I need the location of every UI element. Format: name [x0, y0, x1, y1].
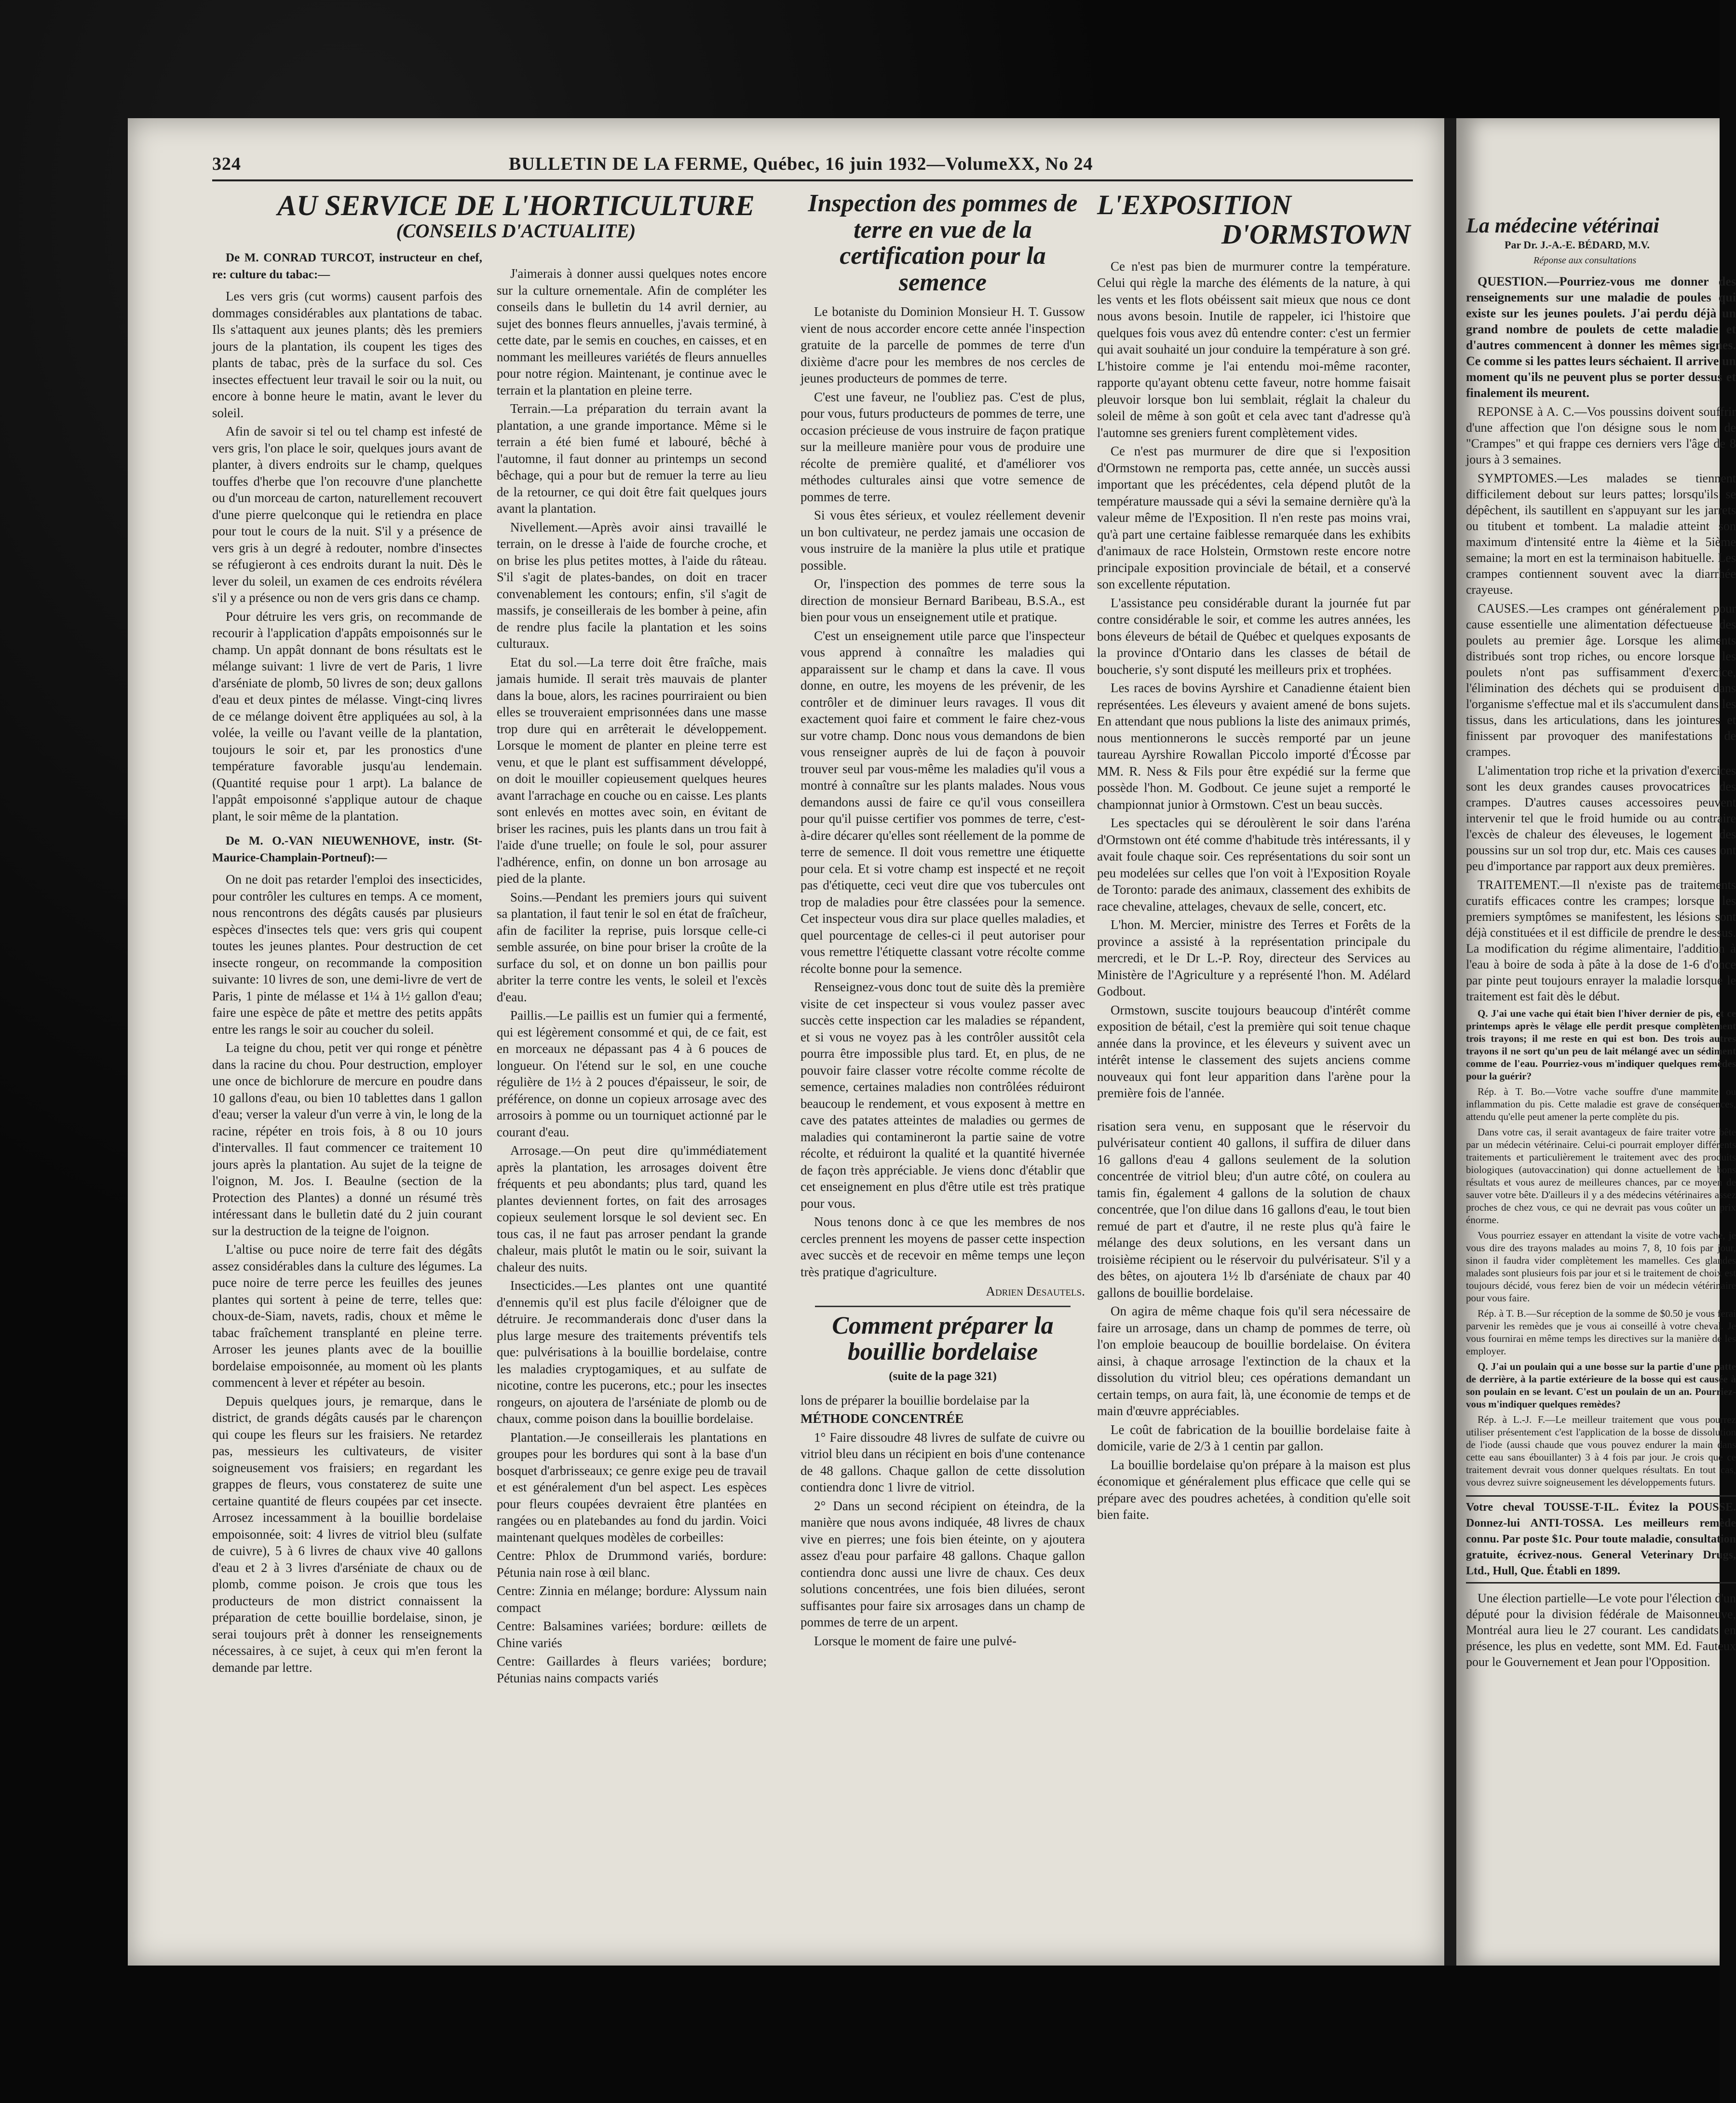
paragraph: Si vous êtes sérieux, et voulez réellement devenir un bon cultivateur, ne perdez jamais une occasion de vous instruire de la manière la plus utile et pratique possible. — [800, 508, 1085, 573]
headline-ormstown: D'ORMSTOWN — [1221, 218, 1410, 250]
paragraph: Une élection partielle—Le vote pour l'élection d'un député pour la division fédérale de Maisonneuve, Montréal aura lieu le 27 courant. Les candidats en présence, les plus en vedette, sont MM. Ed. Fauteux pour le Gouvernement et Jean pour l'Opposition. — [1466, 1591, 1736, 1669]
paragraph: Or, l'inspection des pommes de terre sous la direction de monsieur Bernard Baribeau, B.S.A., est bien pour vous un enseignement utile et pratique. — [800, 576, 1085, 625]
paragraph: Plantation.—Je conseillerais les plantations en groupes pour les bordures qui sont à la base d'un bosquet d'arbrisseaux; ce genre exige peu de travail et est généralement d'un bel aspect. Les espèces pour fleurs coupées devraient être plantées en rangées ou en platebandes au fond du jardin. Voici maintenant quelques modèles de corbeilles: — [497, 1430, 767, 1544]
signature-desautels: Adrien Desautels. — [986, 1284, 1085, 1299]
subtitle-horticulture: (CONSEILS D'ACTUALITE) — [396, 220, 636, 242]
subtitle-bouillie: (suite de la page 321) — [889, 1370, 997, 1383]
divider — [815, 1306, 1071, 1307]
paragraph: Depuis quelques jours, je remarque, dans le district, de grands dégâts causés par le charençon qui coupe les fleurs sur les fraisiers. Ne retardez pas, messieurs les cultivateurs, de visiter soigneusement vos fraisiers; en regardant les grappes de fleurs, vous constaterez de suite une certaine quantité de fleurs coupées par cet insecte. Arrosez incessamment à la bouillie bordelaise empoisonnée, soit: 4 livres de vitriol bleu (sulfate de cuivre), 5 à 6 livres de chaux vive 40 gallons d'eau et 2 à 3 livres d'arséniate de chaux ou de plomb, comme poison. Je crois que tous les producteurs de mon district connaissent la préparation de cette bouillie bordelaise, sinon, je serai toujours prêt à donner les renseignements nécessaires, à ce sujet, à ceux qui m'en feront la demande par lettre. — [212, 1393, 482, 1675]
paragraph: Les vers gris (cut worms) causent parfois des dommages considérables aux plantations de tabac. Ils s'attaquent aux jeunes plants; dès les premiers jours de la plantation, ils coupent les tiges des plants de tabac, près de la surface du sol. Ces insectes effectuent leur travail le soir ou la nuit, ou encore à bonne heure le matin, avant le lever du soleil. — [212, 289, 482, 420]
paragraph: QUESTION.—Pourriez-vous me donner des renseignements sur une maladie de poules qui existe sur les jeunes poulets. J'ai perdu déjà un grand nombre de poulets de cette maladie et d'autres commencent à donner les mêmes signes. Ce comme si les pattes leurs séchaient. Il arrive un moment qu'ils ne peuvent plus se porter dessus et finalement ils meurent. — [1466, 274, 1736, 400]
column-2 — [497, 265, 767, 1785]
paragraph: On agira de même chaque fois qu'il sera nécessaire de faire un arrosage, dans un champ de pommes de terre, où l'on emploie beaucoup de bouillie bordelaise. On évitera ainsi, à chaque arrosage l'extinction de la chaux et la dissolution du vitriol bleu; ces opérations demandant un certain temps, on aura fait, là, une économie de temps et de main d'œuvre appréciables. — [1097, 1304, 1410, 1419]
paragraph: Rép. à L.-J. F.—Le meilleur traitement que vous pourrez utiliser présentement c'est l'application de la bosse de dissolution de l'iode (aussi chaude que vous pouvez endurer la main dans cette eau sans ébouillanter) 3 à 4 fois par jour. Je crois que ce traitement devrait vous donner quelques résultats. En tout cas, vous devrez suivre soigneusement les développements futurs. — [1466, 1414, 1736, 1488]
byline-bedard: Par Dr. J.-A.-E. BÉDARD, M.V. — [1505, 239, 1650, 251]
paragraph: L'altise ou puce noire de terre fait des dégâts assez considérables dans la culture des légumes. La puce noire de terre perce les feuilles des jeunes plantes qui sortent à peine de terre, telles que: choux-de-Siam, navets, radis, choux et même le tabac fraîchement transplanté en pleine terre. Arroser les jeunes plants avec de la bouillie bordelaise empoisonnée, au moment où les plants commencent à lever et répéter au besoin. — [212, 1242, 482, 1390]
column-3 — [800, 191, 1085, 1787]
paragraph: La bouillie bordelaise qu'on prépare à la maison est plus économique et généralement plus efficace que celle qui se prépare avec des poudres achetées, à condition qu'elle soit bien faite. — [1097, 1457, 1410, 1522]
paragraph: Q. J'ai un poulain qui a une bosse sur la partie d'une patte de derrière, à la partie extérieure de la bosse qui est causée à son poulain en se levant. C'est un poulain de un an. Pourriez-vous m'indiquer quelques remèdes? — [1466, 1361, 1736, 1410]
paragraph: Rép. à T. B.—Sur réception de la somme de $0.50 je vous ferai parvenir les remèdes que je vous ai conseillé à votre cheval. Je vous fournirai en même temps les directives sur la manière de les employer. — [1466, 1308, 1736, 1357]
paragraph: Le coût de fabrication de la bouillie bordelaise faite à domicile, varie de 2/3 à 1 centin par gallon. — [1097, 1422, 1410, 1454]
paragraph: L'assistance peu considérable durant la journée fut par contre considérable le soir, et comme les autres années, les bons éleveurs de bétail de Québec et quelques exposants de la province d'Ontario dans les classes de bétail de boucherie, s'y sont disputé les meilleurs prix et trophées. — [1097, 595, 1410, 677]
paragraph: Arrosage.—On peut dire qu'immédiatement après la plantation, les arrosages doivent être fréquents et peu abondants; plus tard, quand les plantes deviennent fortes, on fait des arrosages copieux seulement lorsque le sol devient sec. En tous cas, il ne faut pas arroser pendant la grande chaleur, mais plutôt le matin ou le soir, suivant la chaleur des nuits. — [497, 1143, 767, 1274]
paragraph: Renseignez-vous donc tout de suite dès la première visite de cet inspecteur si vous voulez passer avec succès cette inspection car les maladies se répandent, et si vous ne voyez pas à les contrôler aussitôt cela pourra être impossible plus tard. Et, en plus, de ne pouvoir faire classer votre récolte comme récolte de semence, certaines maladies non contrôlées réduiront beaucoup le rendement, et vous exposent à mettre en cave des patates atteintes de maladies ou germes de maladies qui contamineront la partie saine de votre récolte, et réduiront la qualité et la quantité hivernée de façon très appréciable. Je viens donc d'établir que cet enseignement en plus d'être utile est très pratique pour vous. — [800, 980, 1085, 1211]
header-rule — [212, 179, 1413, 181]
paragraph: lons de préparer la bouillie bordelaise par la — [800, 1393, 1030, 1407]
paragraph: Nivellement.—Après avoir ainsi travaillé le terrain, on le dresse à l'aide de fourche croche, et on brise les plus petites mottes, à l'aide du râteau. S'il s'agit de plates-bandes, on doit en tracer convenablement les contours; enfin, s'il s'agit de massifs, je conseillerais de les bomber à peine, afin de rendre plus facile la plantation et les soins culturaux. — [497, 519, 767, 651]
paragraph: Ormstown, suscite toujours beaucoup d'intérêt comme exposition de bétail, c'est la première qui soit tenue chaque année dans la province, et les éleveurs y suivent avec un intérêt intense le classement des sujets anciens comme nouveaux qui font leur apparition dans l'arène pour la première fois de l'année. — [1097, 1002, 1410, 1101]
paragraph: C'est un enseignement utile parce que l'inspecteur vous apprend à connaître les maladies qui apparaissent sur le champ et dans la cave. Il vous donne, en outre, les moyens de les prévenir, de les contrôler et de diminuer leurs ravages. Il vous dit exactement quoi faire et comment le faire chez-vous sur votre champ. Donc nous vous demandons de bien vous renseigner auprès de lui de façon à pouvoir trouver seul par vous-même les maladies qu'il vous a montré à connaître sur les plants malades. Nous vous demandons aussi de faire ce qu'il vous conseillera pour qu'il puisse certifier vos pommes de terre, c'est-à-dire décarer qu'elles sont réellement de la pomme de terre de semence. Il doit vous remettre une étiquette pour cela. Et si votre champ est inspecté et ne reçoit pas d'étiquette, ceci veut dire que vos tubercules ont trop de maladies pour être classées pour la semence. Cet inspecteur vous dira sur place quelles maladies, et quel pourcentage de celles-ci il peut autoriser pour vous remettre l'étiquette classant votre récolte comme récolte bonne pour la semence. — [800, 628, 1085, 976]
byline-sub: Réponse aux consultations — [1533, 255, 1637, 266]
paragraph: Ce n'est pas bien de murmurer contre la température. Celui qui règle la marche des éléments de la nature, à qui les vents et les flots obéissent sait mieux que nous ce dont nous avons besoin. Inutile de rappeler, ici l'histoire que quelques fois vous avez dû entendre conter: c'est un fermier qui avait souhaité un jour conduire la température à son gré. L'histoire comme je l'ai entendu moi-même raconter, rapporte qu'ayant obtenu cette faveur, notre homme faisait pleuvoir lorsque bon lui semblait, réglait la chaleur du soleil de même à son goût et cela avec tant d'adresse qu'à l'automne ses greniers furent complètement vides. — [1097, 259, 1410, 440]
paragraph: Afin de savoir si tel ou tel champ est infesté de vers gris, l'on place le soir, quelques jours avant de planter, à divers endroits sur le champ, quelques touffes d'herbe que l'on recouvre d'une planchette ou d'un morceau de carton, naturellement recouvert d'une pierre quelconque qui le retiendra en place pour tout le cours de la nuit. S'il y a présence de vers gris à un degré à redouter, nombre d'insectes se réfugieront à ces endroits durant la nuit. Dès le lever du soleil, un examen de ces endroits révélera s'il y a présence ou non de vers gris dans ce champ. — [212, 424, 482, 605]
paragraph: Les spectacles qui se déroulèrent le soir dans l'aréna d'Ormstown ont été comme d'habitude très intéressants, il y avait foule chaque soir. Ces représentations du soir sont un peu modelées sur celles que l'on voit à l'Exposition Royale de Toronto: parade des animaux, classement des exhibits de race chevaline, attelages, chevaux de selle, concert, etc. — [1097, 816, 1410, 914]
paragraph: C'est une faveur, ne l'oubliez pas. C'est de plus, pour vous, futurs producteurs de pommes de terre, une occasion précieuse de vous instruire de façon pratique sur la meilleure manière pour vous de produire une récolte de première qualité, et d'améliorer vos méthodes culturales ainsi que votre semence de pommes de terre. — [800, 389, 1085, 504]
paragraph: Lorsque le moment de faire une pulvé- — [814, 1633, 1017, 1648]
paragraph: REPONSE à A. C.—Vos poussins doivent souffrir d'une affection que l'on désigne sous le nom de "Crampes" et qui frappe ces derniers vers l'âge de 8 jours à 3 semaines. — [1466, 405, 1736, 467]
headline-exposition: L'EXPOSITION — [1097, 189, 1291, 220]
list-item: Centre: Phlox de Drummond variés, bordure: Pétunia nain rose à œil blanc. — [497, 1548, 767, 1580]
paragraph: CAUSES.—Les crampes ont généralement pour cause essentielle une alimentation défectueuse des poulets au premier âge. Lorsque les aliments distribués sont trop riches, ou encore lorsque les poulets n'ont pas suffisamment d'exercice, l'élimination des déchets qui se produisent dans l'organisme s'effectue mal et ils s'accumulent dans les tissus, dans les articulations, dans les jointures et finissent par provoquer des manifestations de crampes. — [1466, 601, 1736, 759]
paragraph: Le botaniste du Dominion Monsieur H. T. Gussow vient de nous accorder encore cette année l'inspection gratuite de la parcelle de pommes de terre d'un dixième d'acre pour les membres de nos cercles de jeunes producteurs de pommes de terre. — [800, 304, 1085, 386]
facing-page-content — [1466, 191, 1736, 1673]
paragraph: Ce n'est pas murmurer de dire que si l'exposition d'Ormstown ne remporta pas, cette année, un succès aussi important que les précédentes, cela dépend plutôt de la température maussade qui a sévi la semaine dernière qu'à la valeur même de l'Exposition. Il n'en reste pas moins vrai, qu'à part une certaine faiblesse remarquée dans les exhibits d'animaux de race Holstein, Ormstown reste encore notre principale exposition provinciale de bétail, et a conservé son excellente réputation. — [1097, 444, 1410, 592]
page-number: 324 — [212, 154, 241, 174]
list-item: Centre: Zinnia en mélange; bordure: Alyssum nain compact — [497, 1584, 767, 1615]
paragraph: L'hon. M. Mercier, ministre des Terres et Forêts de la province a assisté à la représentation principale du mercredi, et le Dr L.-P. Roy, directeur des Services au Ministère de l'Agriculture y a représenté l'hon. M. Adélard Godbout. — [1097, 917, 1410, 999]
headline-horticulture: AU SERVICE DE L'HORTICULTURE — [277, 190, 755, 221]
paragraph: Vous pourriez essayer en attendant la visite de votre vache, je vous dire des trayons malades au moins 7, 8, 10 fois par jour, sinon il faudra vider complètement les mamelles. Ces glandes malades sont plusieurs fois par jour et si le traitement de choix est toujours décidé, vous ferez bien de voir un médecin vétérinaire pour vous faire. — [1466, 1229, 1736, 1304]
advertisement-anti-tossa: Votre cheval TOUSSE-T-IL. Évitez la POUSSE. Donnez-lui ANTI-TOSSA. Les meilleurs remède connu. Par poste $1c. Pour toute maladie, consultation gratuite, écrivez-nous. General Veterinary Drugs, Ltd., Hull, Que. Établi en 1899. — [1466, 1495, 1736, 1584]
running-header — [212, 153, 1408, 178]
paragraph: Dans votre cas, il serait avantageux de faire traiter votre bête par un médecin vétérinaire. Celui-ci pourrait employer différents traitements et particulièrement le traitement avec des produits biologiques (autovaccination) qui donne actuellement de bons résultats et vous aurez de meilleures chances, par ce moyen de sauver votre bête. D'ailleurs il y a des médecins vétérinaires assez proches de chez vous, ce qui ne devrait pas vous coûter un prix énorme. — [1466, 1126, 1736, 1226]
page-gutter — [1444, 118, 1456, 1966]
paragraph: risation sera venu, en supposant que le réservoir du pulvérisateur contient 40 gallons, il suffira de diluer dans 16 gallons d'eau 4 gallons seulement de la solution concentrée de vitriol bleu; d'un autre côté, on coulera au tamis fin, également 4 gallons de la solution de chaux concentrée, que l'on dilue dans 16 gallons d'eau, le tout bien remué de part et d'autre, il ne reste plus qu'à faire le mélange des deux solutions, en les versant dans un troisième récipient ou le réservoir du pulvérisateur. S'il y a des bêtes, on ajoutera 1½ lb d'arséniate de chaux par 40 gallons de bouillie bordelaise. — [1097, 1119, 1410, 1300]
byline-van-nieuwenhove: De M. O.-VAN NIEUWENHOVE, instr. (St-Maurice-Champlain-Portneuf):— — [212, 834, 482, 864]
paragraph: 1° Faire dissoudre 48 livres de sulfate de cuivre ou vitriol bleu dans un récipient en bois d'une contenance de 48 gallons. Chaque gallon de cette dissolution contiendra donc 1 livre de vitriol. — [800, 1430, 1085, 1495]
list-item: Centre: Gaillardes à fleurs variées; bordure; Pétunias nains compacts variés — [497, 1654, 767, 1685]
headline-veterinaire: La médecine vétérinai — [1466, 214, 1659, 237]
headline-pommes: Inspection des pommes de terre en vue de la certification pour la semence — [808, 190, 1078, 296]
paragraph: Insecticides.—Les plantes ont une quantité d'ennemis qu'il est plus facile d'éloigner que de détruire. Je recommanderais donc d'user dans la plus large mesure des traitements préventifs tels que: pulvérisations à la bouillie bordelaise, contre les maladies cryptogamiques, et au sulfate de nicotine, contre les pucerons, etc.; pour les insectes rongeurs, on ajoutera de l'arséniate de plomb ou de chaux, comme poison dans la bouillie bordelaise. — [497, 1278, 767, 1426]
paragraph: J'aimerais à donner aussi quelques notes encore sur la culture ornementale. Afin de compléter les conseils dans le bulletin du 14 avril dernier, au sujet des bonnes fleurs annuelles, j'avais terminé, à cette date, par le semis en couches, en caisses, et en nommant les meilleures variétés de fleurs annuelles pour notre région. Maintenant, je continue avec le terrain et la plantation en pleine terre. — [497, 266, 767, 397]
column-4 — [1097, 191, 1410, 1782]
paragraph: La teigne du chou, petit ver qui ronge et pénètre dans la racine du chou. Pour destruction, employer une once de bichlorure de mercure en poudre dans 10 gallons d'eau, ou bien 10 tablettes dans 1 gallon d'eau; verser la valeur d'un verre à vin, le long de la racine, répéter en trois fois, à 8 ou 10 jours d'intervalles. Il faut commencer ce traitement 10 jours après la plantation. Au sujet de la teigne de l'oignon, M. Jos. I. Beaulne (section de la Protection des Plantes) a donné un résumé très intéressant dans le bulletin daté du 2 juin courant sur la destruction de la teigne de l'oignon. — [212, 1040, 482, 1238]
paragraph: TRAITEMENT.—Il n'existe pas de traitements curatifs efficaces contre les crampes; lorsque les premiers symptômes se manifestent, les lésions sont déjà constituées et il est difficile de prendre le dessus. La modification du régime alimentaire, l'addition à l'eau à boire de soda à pâte à la dose de 1-6 d'once par pinte peut toujours enrayer la maladie lorsque le traitement est fait dès le début. — [1466, 878, 1736, 1004]
paragraph: Terrain.—La préparation du terrain avant la plantation, a une grande importance. Même si le terrain a été bien fumé et labouré, bêché à l'automne, il faut donner au printemps un second bêchage, qui a pour but de remuer la terre au lieu de la retourner, ce qui doit être fait quelques jours avant la plantation. — [497, 401, 767, 516]
section-heading: MÉTHODE CONCENTRÉE — [800, 1411, 964, 1426]
paragraph: Paillis.—Le paillis est un fumier qui a fermenté, qui est légèrement consommé et qui, de ce fait, est en morceaux ne dépassant pas 4 à 6 pouces de longueur. On l'étend sur le sol, en une couche régulière de 1½ à 2 pouces d'épaisseur, le soir, de préférence, on donne un copieux arrosage avec des arrosoirs à pomme ou un tourniquet actionné par le courant d'eau. — [497, 1008, 767, 1139]
paragraph: Q. J'ai une vache qui était bien l'hiver dernier de pis, et ce printemps après le vêlage elle perdit presque complètement trois trayons; il me reste en qui est bon. Des trois autres trayons il ne sort qu'un peu de lait mélangé avec un sédiment comme de l'eau. Pourriez-vous m'indiquer quelques remèdes pour la guérir? — [1466, 1008, 1736, 1082]
paragraph: Nous tenons donc à ce que les membres de nos cercles prennent les moyens de passer cette inspection avec succès et de recevoir en même temps une leçon très pratique d'agriculture. — [800, 1215, 1085, 1279]
paragraph: SYMPTOMES.—Les malades se tiennent difficilement debout sur leurs pattes; lorsqu'ils se dépêchent, ils sautillent en s'appuyant sur les jarrets ou titubent et tombent. La maladie atteint son maximum d'intensité entre la 4ième et la 5ième semaine; la mort en est la terminaison habituelle. Les crampes contiennent souvent avec la diarrhée crayeuse. — [1466, 471, 1736, 597]
paragraph: Etat du sol.—La terre doit être fraîche, mais jamais humide. Il serait très mauvais de planter dans la boue, alors, les racines pourriraient ou bien elles se trouveraient emprisonnées dans une masse trop dure qui en arrêterait le développement. Lorsque le moment de planter en pleine terre est venu, et que le plant est suffisamment développé, on doit le mouiller copieusement quelques heures avant l'arrachage en couche ou en caisse. Les plants sont enlevés en mottes avec soin, en évitant de briser les racines, puis les plants dans un trou fait à l'aide d'une truelle; on foule le sol, pour assurer l'adhérence, enfin, on donne un bon arrosage au pied de la plante. — [497, 655, 767, 886]
byline-turcot: De M. CONRAD TURCOT, instructeur en chef, re: culture du tabac:— — [212, 251, 482, 281]
paragraph: Les races de bovins Ayrshire et Canadienne étaient bien représentées. Les éleveurs y avaient amené de bons sujets. En attendant que nous publions la liste des animaux primés, nous mentionnerons le succès remporté par un jeune taureau Ayrshire Rowallan Piccolo importé d'Écosse par MM. R. Ness & Fils pour être expédié sur la ferme que possède l'hon. M. Godbout. Ce jeune sujet a remporté le championnat junior à Ormstown. C'est un beau succès. — [1097, 681, 1410, 812]
paragraph: Soins.—Pendant les premiers jours qui suivent sa plantation, il faut tenir le sol en état de fraîcheur, afin de faciliter la reprise, puis lorsque celle-ci semble assurée, on bine pour briser la croûte de la surface du sol, et on donne un bon paillis pour abriter la terre contre les vents, le soleil et l'excès d'eau. — [497, 889, 767, 1004]
paragraph: L'alimentation trop riche et la privation d'exercices sont les deux grandes causes provocatrices des crampes. D'autres causes accessoires peuvent intervenir tel que le froid humide ou au contraire l'excès de chaleur des éleveuses, le logement des poussins sur un sol trop dur, etc. Mais ces causes ont peu d'importance par rapport aux deux premières. — [1466, 764, 1736, 874]
paragraph: 2° Dans un second récipient on éteindra, de la manière que nous avons indiquée, 48 livres de chaux vive en pierres; une fois bien éteinte, on y ajoutera assez d'eau pour parfaire 48 gallons. Chaque gallon contiendra donc aussi une livre de chaux. Ces deux solutions concentrées, une fois bien diluées, seront suffisantes pour faire six arrosages dans un champ de pommes de terre de un arpent. — [800, 1498, 1085, 1630]
paragraph: On ne doit pas retarder l'emploi des insecticides, pour contrôler les cultures en temps. A ce moment, nous rencontrons des dégâts causés par plusieurs espèces d'insectes tels que: vers gris qui coupent toutes les jeunes plantes. Pour destruction de cet insecte rongeur, on recommande la composition suivante: 10 livres de son, une demi-livre de vert de Paris, 1 pinte de mélasse et 1¼ à 1½ gallon d'eau; faire une espèce de pâte et mettre des petits appâts entre les rangs le soir au coucher du soleil. — [212, 872, 482, 1037]
headline-bouillie: Comment préparer la bouillie bordelaise — [832, 1311, 1054, 1366]
paragraph: Rép. à T. Bo.—Votre vache souffre d'une mammite ou inflammation du pis. Cette maladie est grave de conséquences, attendu qu'elle peut amener la perte complète du pis. — [1466, 1086, 1736, 1123]
list-item: Centre: Balsamines variées; bordure: œillets de Chine variés — [497, 1619, 767, 1650]
running-title: BULLETIN DE LA FERME, Québec, 16 juin 1932—VolumeXX, No 24 — [509, 154, 1093, 174]
paragraph: Pour détruire les vers gris, on recommande de recourir à l'application d'appâts empoisonnés sur le champ. Un appât donnant de bons résultats est le mélange suivant: 1 livre de vert de Paris, 1 livre d'arséniate de plomb, 50 livres de son; deux gallons d'eau et deux pintes de mélasse. Vingt-cinq livres de ce mélange doivent être appliquées au sol, à la volée, la veille ou l'avant veille de la plantation, toujours le soir et, par les pronostics d'une température favorable jusqu'au lendemain. (Quantité requise pour 1 arpt). La balance de l'appât empoisonné s'applique autour de chaque plant, le soir même de la plantation. — [212, 609, 482, 823]
